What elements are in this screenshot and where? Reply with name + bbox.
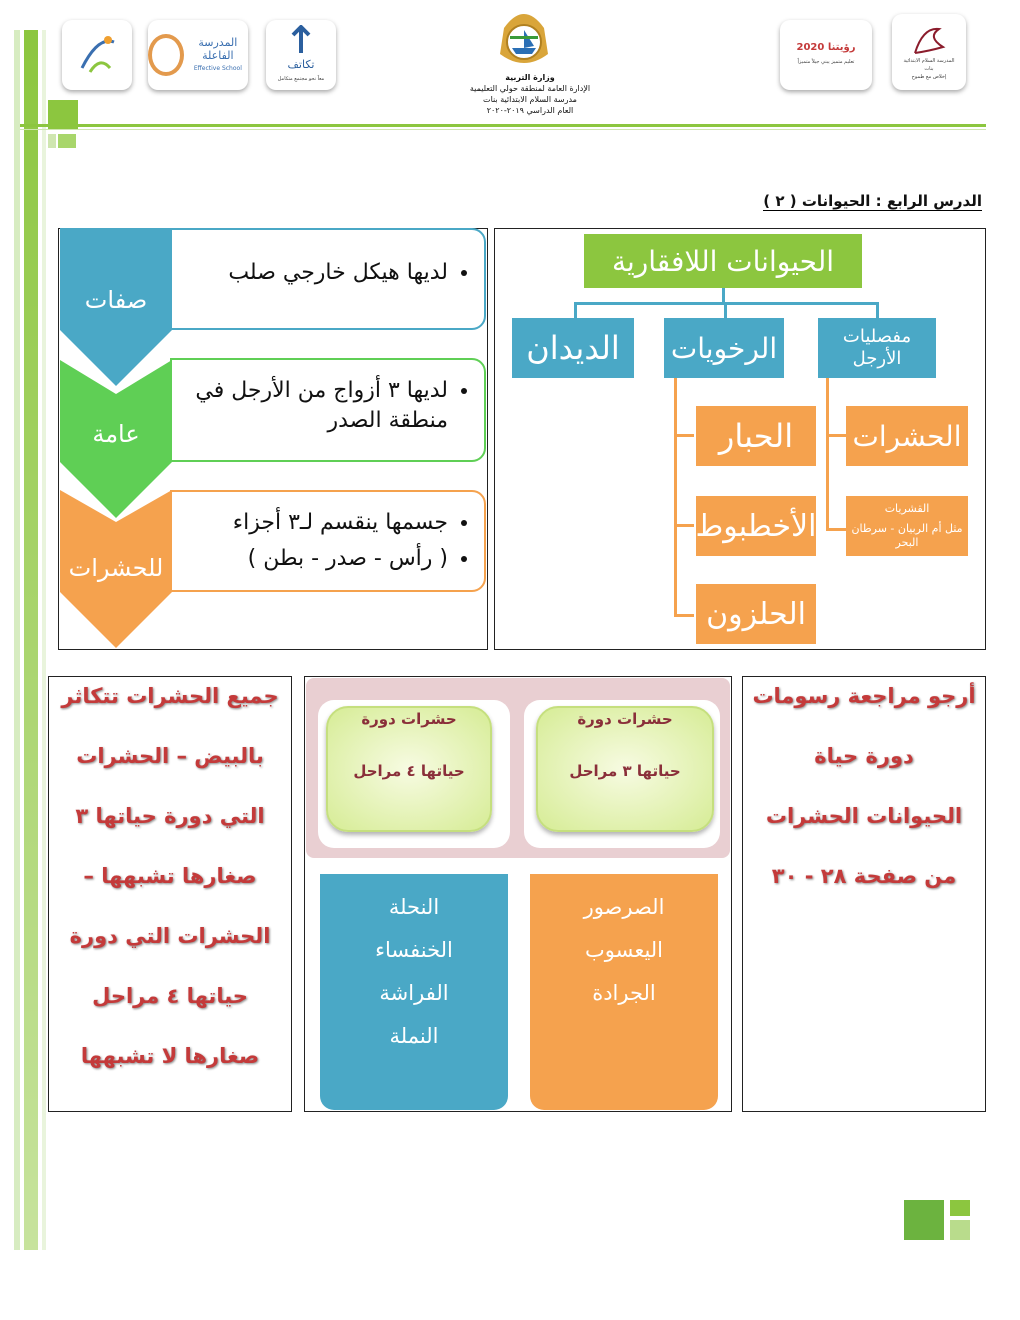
logo-school-name: المدرسة الفاعلة [198, 35, 238, 62]
logo-alsalam-school [892, 14, 966, 90]
logo-takatof [266, 20, 336, 90]
vision-label: رؤيتنا 2020 [796, 42, 856, 53]
summary-line: الحشرات التي دورة [69, 924, 271, 948]
review-line: أرجو مراجعة رسومات [752, 684, 976, 708]
logo-takatof-tagline: معاً نحو مجتمع متكامل [277, 75, 325, 82]
runner-icon [70, 28, 124, 82]
crustaceans-label: القشريات [884, 502, 930, 515]
logo-effective-school [148, 20, 248, 90]
tree-connector [826, 378, 829, 530]
page-border-green [24, 30, 38, 1250]
tree-connector [674, 434, 694, 437]
logo-school-sub: Effective School [193, 64, 242, 72]
tree-connector [826, 528, 846, 531]
tree-connector [826, 434, 846, 437]
four-stage-insects [320, 874, 508, 1110]
insect-name: الجرادة [592, 981, 656, 1005]
trait-item: • جسمها ينقسم لـ٣ أجزاء [186, 506, 448, 540]
logo-takatof-name: تكاتف [287, 57, 315, 71]
crustaceans-examples: مثل أم الربيان - سرطان البحر [851, 522, 963, 549]
mollusk-snail: الحلزون [696, 584, 816, 644]
ministry-line: الإدارة العامة لمنطقة حولي التعليمية [469, 84, 591, 93]
tree-connector [674, 524, 694, 527]
summary-line: صغارها تشبهها – [83, 864, 257, 888]
page-border-pale [42, 30, 46, 1250]
lesson-title: الدرس الرابع : الحيوانات ( ٢ ) [763, 192, 982, 210]
tree-connector [574, 302, 577, 318]
ministry-line: وزارة التربية [505, 73, 555, 82]
tree-connector [722, 288, 725, 302]
three-stage-line: حشرات دورة [577, 710, 673, 728]
header-rule-thin [20, 129, 986, 130]
school-logo-line: إخلاص مع طموح [911, 74, 947, 80]
chevron-label-general: عامة [92, 420, 140, 448]
trait-item: • ( رأس - صدر - بطن ) [186, 542, 448, 576]
corner-square-icon [950, 1220, 970, 1240]
logo-vision-2020 [780, 20, 872, 90]
review-note [742, 666, 986, 906]
four-stage-line: حشرات دورة [361, 710, 457, 728]
review-line: من صفحة ٢٨ - ٣٠ [771, 864, 957, 888]
review-line: دورة حياة [814, 744, 914, 768]
corner-square-icon [48, 134, 56, 148]
four-stage-box [326, 706, 492, 832]
branch-arthropods [818, 318, 936, 378]
ministry-line: العام الدراسي ٢٠١٩-٢٠٢٠ [486, 106, 574, 115]
vision-small: تعليم متميز يبني جيلاً متميزاً [797, 59, 855, 65]
school-ring-icon [148, 34, 184, 76]
ministry-line: مدرسة السلام الابتدائية بنات [483, 95, 577, 104]
ministry-header [440, 72, 620, 116]
trait-box-legs [170, 358, 486, 462]
summary-line: بالبيض – الحشرات [76, 744, 264, 768]
header-rule [20, 124, 986, 127]
summary-line: حياتها ٤ مراحل [92, 984, 248, 1008]
three-stage-insects [530, 874, 718, 1110]
summary-line: جميع الحشرات تتكاثر [61, 684, 279, 708]
arrow-up-icon [288, 25, 314, 55]
chevron-label-traits: صفات [84, 286, 148, 314]
insect-name: الفراشة [379, 981, 449, 1005]
mollusk-octopus: الأخطبوط [696, 496, 816, 556]
school-logo-line: المدرسة السلام الابتدائية [903, 58, 955, 64]
calligraphy-icon [909, 23, 949, 57]
school-logo-line: بنات [924, 66, 934, 72]
branch-arthropods-label: مفصليات الأرجل [842, 326, 912, 369]
three-stage-box [536, 706, 714, 832]
insect-name: الخنفساء [375, 938, 453, 962]
trait-item: • لديها ٣ أزواج من الأرجل في منطقة الصدر [186, 376, 448, 436]
summary-line: التي دورة حياتها ٣ [75, 804, 265, 828]
page-border-light [14, 30, 20, 1250]
corner-square-icon [58, 134, 76, 148]
corner-square-icon [904, 1200, 944, 1240]
insect-name: الصرصور [583, 895, 665, 919]
tree-connector [876, 302, 879, 318]
branch-mollusks: الرخويات [664, 318, 784, 378]
summary-line: صغارها لا تشبهها [80, 1044, 260, 1068]
tree-connector [674, 614, 694, 617]
chevron-label-insects: للحشرات [68, 554, 164, 582]
kuwait-emblem-icon [494, 8, 554, 70]
tree-connector [674, 378, 677, 616]
arthropod-crustaceans [846, 496, 968, 556]
tree-root: الحيوانات اللافقارية [584, 234, 862, 288]
trait-box-skeleton [170, 228, 486, 330]
insect-name: النملة [389, 1024, 439, 1048]
insect-name: النحلة [388, 895, 440, 919]
logo-sport [62, 20, 132, 90]
arthropod-insects: الحشرات [846, 406, 968, 466]
summary-text [50, 666, 290, 1086]
tree-connector [724, 302, 727, 318]
three-stage-line: حياتها ٣ مراحل [569, 762, 681, 780]
review-line: الحيوانات الحشرات [765, 804, 963, 828]
branch-worms: الديدان [512, 318, 634, 378]
mollusk-squid: الحبار [696, 406, 816, 466]
corner-square-icon [950, 1200, 970, 1216]
insect-name: اليعسوب [584, 938, 664, 962]
trait-item: • لديها هيكل خارجي صلب [186, 260, 448, 285]
trait-box-body [170, 490, 486, 592]
four-stage-line: حياتها ٤ مراحل [353, 762, 465, 780]
